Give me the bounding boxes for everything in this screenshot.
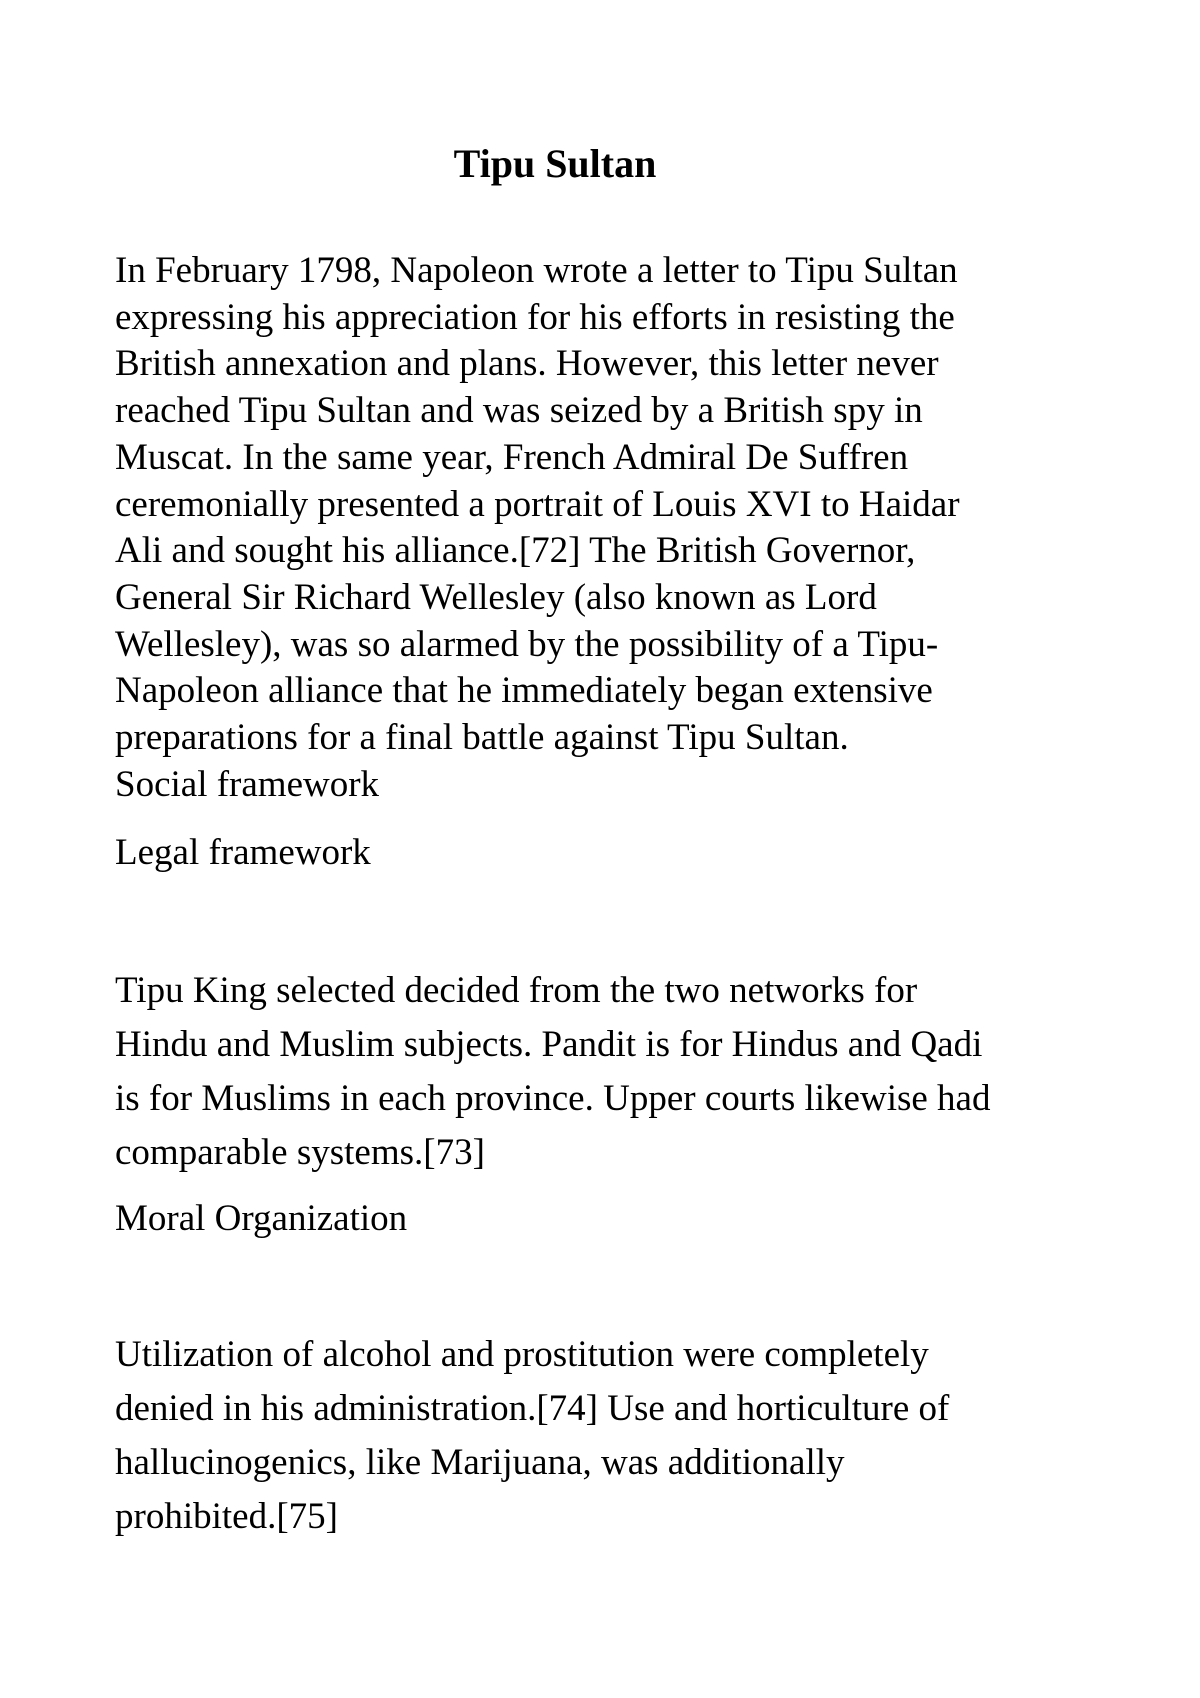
- paragraph-legal-system: Tipu King selected decided from the two networks for Hindu and Muslim subjects. Pandit is for Hindus and Qadi is for Muslims in each province. Upper courts likewise had comparable systems.[73]: [115, 970, 991, 1173]
- heading-legal-framework: Legal framework: [115, 832, 371, 873]
- document-title: Tipu Sultan: [453, 141, 657, 186]
- heading-moral-organization: Moral Organization: [115, 1198, 408, 1239]
- paragraph-napoleon-letter: In February 1798, Napoleon wrote a letter to Tipu Sultan expressing his appreciation for his efforts in resisting the British annexation and plans. However, this letter never reached Tipu Sultan and was seized by a British spy in Muscat. In the same year, French Admiral De Suffren ceremonially presented a portrait of Louis XVI to Haidar Ali and sought his alliance.[72] The British Governor, General Sir Richard Wellesley (also known as Lord Wellesley), was so alarmed by the possibility of a Tipu- Napoleon alliance that he immediately began extensive preparations for a final battle against Tipu Sultan. Social framework: [115, 250, 960, 805]
- paragraph-prohibitions: Utilization of alcohol and prostitution were completely denied in his administration.[74] Use and horticulture of hallucinogenics, like Marijuana, was additionally prohibited.[75]: [115, 1334, 950, 1537]
